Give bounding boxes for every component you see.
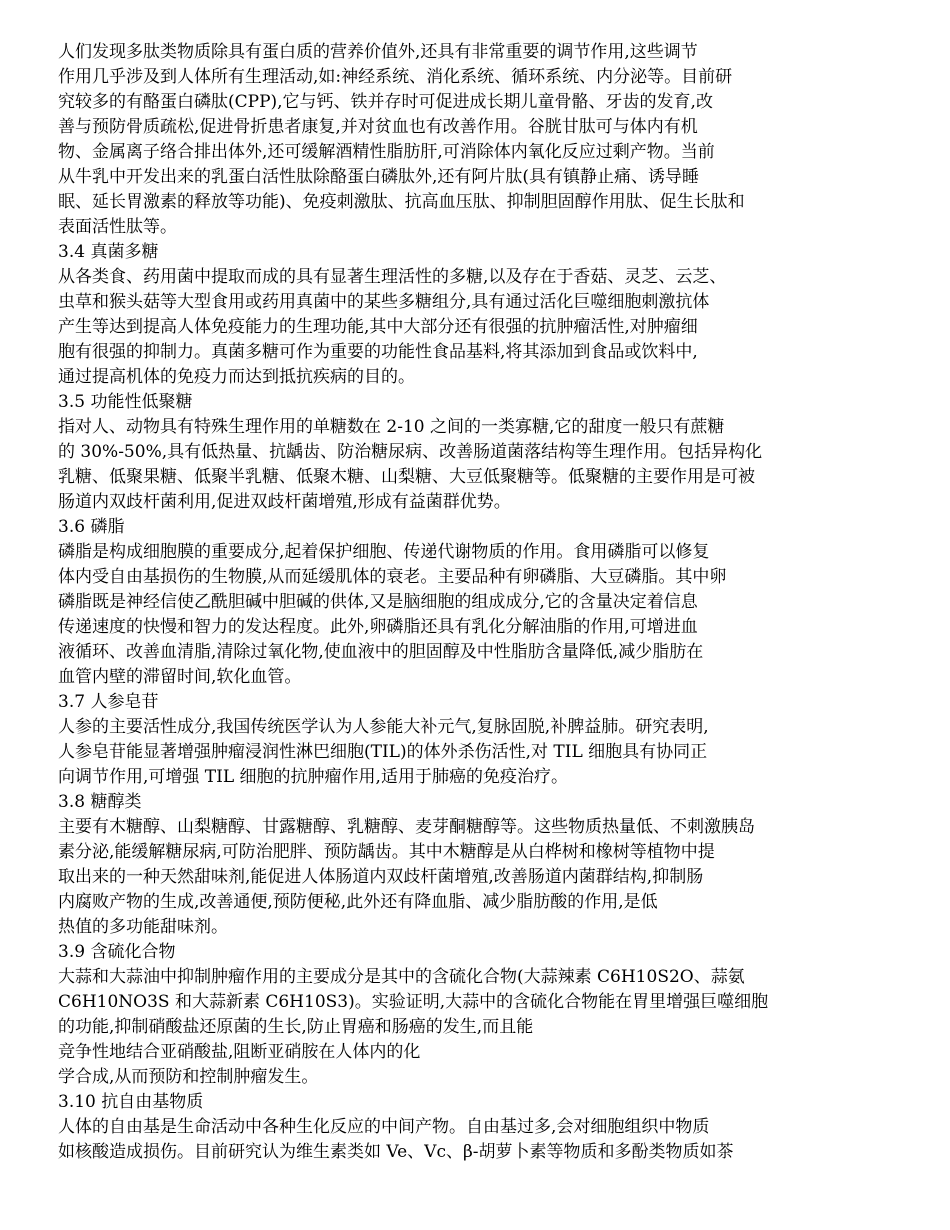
section-heading: 3.7 人参皂苷 <box>58 692 159 712</box>
section-heading: 3.4 真菌多糖 <box>58 242 159 262</box>
text-line: 竞争性地结合亚硝酸盐,阻断亚硝胺在人体内的化 <box>58 1042 421 1062</box>
text-line: 乳糖、低聚果糖、低聚半乳糖、低聚木糖、山梨糖、大豆低聚糖等。低聚糖的主要作用是可被 <box>58 467 755 487</box>
text-line: 物、金属离子络合排出体外,还可缓解酒精性脂肪肝,可消除体内氧化反应过剩产物。当前 <box>58 142 715 162</box>
text-line: 肠道内双歧杆菌利用,促进双歧杆菌增殖,形成有益菌群优势。 <box>58 492 511 512</box>
text-line: 素分泌,能缓解糖尿病,可防治肥胖、预防龋齿。其中木糖醇是从白桦树和橡树等植物中提 <box>58 842 715 862</box>
text-line: 究较多的有酪蛋白磷肽(CPP),它与钙、铁并存时可促进成长期儿童骨骼、牙齿的发育,改 <box>58 92 713 112</box>
text-line: 指对人、动物具有特殊生理作用的单糖数在 2-10 之间的一类寡糖,它的甜度一般只有蔗糖 <box>58 417 725 437</box>
text-line: 人参皂苷能显著增强肿瘤浸润性淋巴细胞(TIL)的体外杀伤活性,对 TIL 细胞具有协同正 <box>58 742 708 762</box>
section-heading: 3.10 抗自由基物质 <box>58 1092 204 1112</box>
text-line: 体内受自由基损伤的生物膜,从而延缓肌体的衰老。主要品种有卵磷脂、大豆磷脂。其中卵 <box>58 567 727 587</box>
text-line: 从各类食、药用菌中提取而成的具有显著生理活性的多糖,以及存在于香菇、灵芝、云芝、 <box>58 267 727 287</box>
section-heading: 3.6 磷脂 <box>58 517 125 537</box>
text-line: 如核酸造成损伤。目前研究认为维生素类如 Ve、Vc、β-胡萝卜素等物质和多酚类物质如茶 <box>58 1142 734 1162</box>
paragraph <box>58 715 896 790</box>
text-line: 取出来的一种天然甜味剂,能促进人体肠道内双歧杆菌增殖,改善肠道内菌群结构,抑制肠 <box>58 867 704 887</box>
paragraph <box>58 415 896 515</box>
text-line: 胞有很强的抑制力。真菌多糖可作为重要的功能性食品基料,将其添加到食品或饮料中, <box>58 342 698 362</box>
text-line: 液循环、改善血清脂,清除过氧化物,使血液中的胆固醇及中性脂肪含量降低,减少脂肪在 <box>58 642 704 662</box>
text-line: 产生等达到提高人体免疫能力的生理功能,其中大部分还有很强的抗肿瘤活性,对肿瘤细 <box>58 317 698 337</box>
text-line: 磷脂既是神经信使乙酰胆碱中胆碱的供体,又是脑细胞的组成成分,它的含量决定着信息 <box>58 592 698 612</box>
text-line: 内腐败产物的生成,改善通便,预防便秘,此外还有降血脂、减少脂肪酸的作用,是低 <box>58 892 658 912</box>
text-line: 主要有木糖醇、山梨糖醇、甘露糖醇、乳糖醇、麦芽酮糖醇等。这些物质热量低、不刺激胰岛 <box>58 817 755 837</box>
text-line: 的功能,抑制硝酸盐还原菌的生长,防止胃癌和肠癌的发生,而且能 <box>58 1017 534 1037</box>
text-line: 作用几乎涉及到人体所有生理活动,如:神经系统、消化系统、循环系统、内分泌等。目前研 <box>58 67 733 87</box>
text-line: 血管内壁的滞留时间,软化血管。 <box>58 667 302 687</box>
text-line: 大蒜和大蒜油中抑制肿瘤作用的主要成分是其中的含硫化合物(大蒜辣素 C6H10S2O、蒜氨 <box>58 967 745 987</box>
section-heading: 3.5 功能性低聚糖 <box>58 392 193 412</box>
paragraph <box>58 1115 896 1165</box>
text-line: 学合成,从而预防和控制肿瘤发生。 <box>58 1067 319 1087</box>
text-line: 表面活性肽等。 <box>58 217 177 237</box>
text-line: 虫草和猴头菇等大型食用或药用真菌中的某些多糖组分,具有通过活化巨噬细胞刺激抗体 <box>58 292 710 312</box>
paragraph <box>58 40 896 240</box>
text-line: 传递速度的快慢和智力的发达程度。此外,卵磷脂还具有乳化分解油脂的作用,可增进血 <box>58 617 698 637</box>
paragraph <box>58 965 896 1090</box>
text-line: 善与预防骨质疏松,促进骨折患者康复,并对贫血也有改善作用。谷胱甘肽可与体内有机 <box>58 117 698 137</box>
text-line: 从牛乳中开发出来的乳蛋白活性肽除酪蛋白磷肽外,还有阿片肽(具有镇静止痛、诱导睡 <box>58 167 700 187</box>
section-heading: 3.9 含硫化合物 <box>58 942 176 962</box>
text-line: 磷脂是构成细胞膜的重要成分,起着保护细胞、传递代谢物质的作用。食用磷脂可以修复 <box>58 542 710 562</box>
section-heading: 3.8 糖醇类 <box>58 792 142 812</box>
text-line: 通过提高机体的免疫力而达到抵抗疾病的目的。 <box>58 367 415 387</box>
paragraph <box>58 815 896 940</box>
paragraph <box>58 540 896 690</box>
text-line: C6H10NO3S 和大蒜新素 C6H10S3)。实验证明,大蒜中的含硫化合物能在胃里增强巨噬细胞 <box>58 992 769 1012</box>
text-line: 人们发现多肽类物质除具有蛋白质的营养价值外,还具有非常重要的调节作用,这些调节 <box>58 42 698 62</box>
text-line: 人体的自由基是生命活动中各种生化反应的中间产物。自由基过多,会对细胞组织中物质 <box>58 1117 710 1137</box>
text-line: 向调节作用,可增强 TIL 细胞的抗肿瘤作用,适用于肺癌的免疫治疗。 <box>58 767 568 787</box>
text-line: 的 30%-50%,具有低热量、抗龋齿、防治糖尿病、改善肠道菌落结构等生理作用。包括异构化 <box>58 442 763 462</box>
text-line: 眠、延长胃激素的释放等功能)、免疫刺激肽、抗高血压肽、抑制胆固醇作用肽、促生长肽和 <box>58 192 745 212</box>
text-line: 热值的多功能甜味剂。 <box>58 917 228 937</box>
paragraph <box>58 265 896 390</box>
text-line: 人参的主要活性成分,我国传统医学认为人参能大补元气,复脉固脱,补脾益肺。研究表明, <box>58 717 709 737</box>
